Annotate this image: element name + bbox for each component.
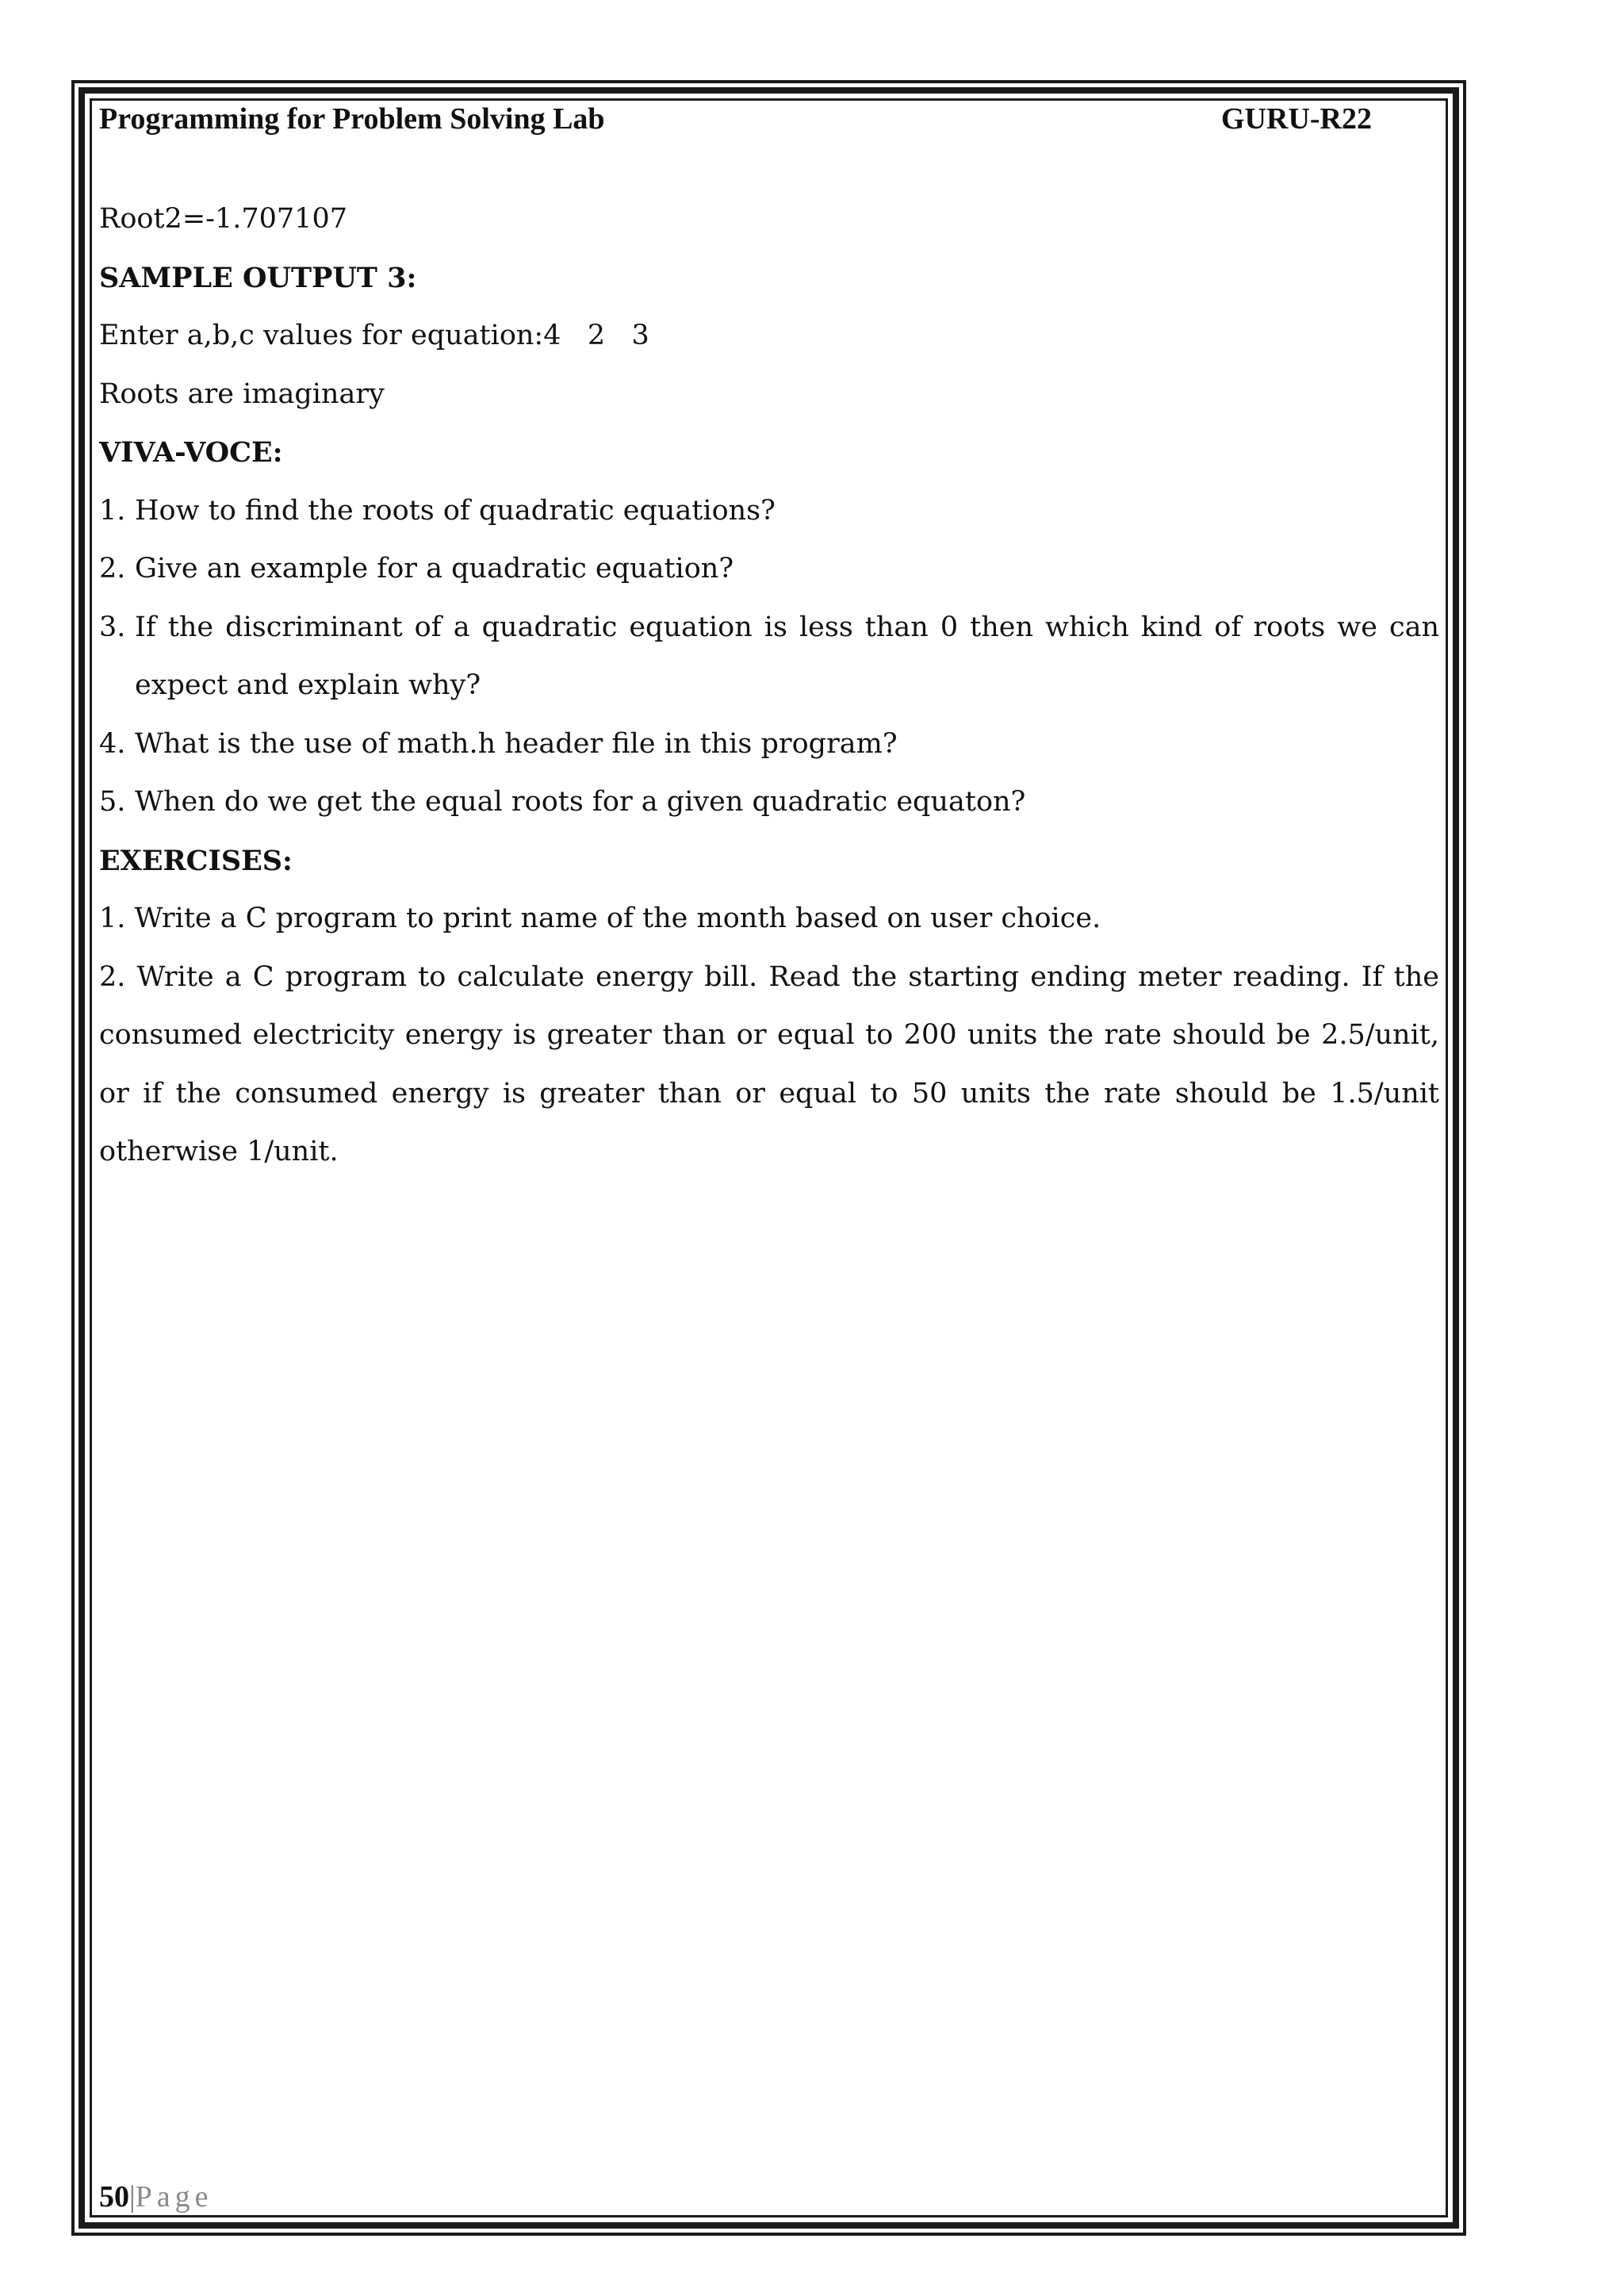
page-footer (99, 2177, 213, 2217)
page-content (99, 190, 1439, 1182)
sample-output-heading: SAMPLE OUTPUT 3: (99, 261, 417, 294)
viva-question-number: 5. (99, 786, 126, 818)
viva-question-text: If the discriminant of a quadratic equation is less than 0 then which kind of roots we can expect and explain why? (135, 611, 1439, 701)
viva-question (99, 540, 1439, 599)
viva-question-number: 1. (99, 494, 126, 527)
viva-voce-heading: VIVA-VOCE: (99, 436, 283, 469)
viva-question-text: How to find the roots of quadratic equations? (135, 494, 776, 527)
root2-output: Root2=-1.707107 (99, 203, 347, 235)
viva-question-text: Give an example for a quadratic equation? (135, 553, 734, 585)
viva-question-number: 2. (99, 553, 126, 585)
header-code: GURU-R22 (1221, 102, 1372, 136)
roots-imaginary-output: Roots are imaginary (99, 378, 385, 410)
exercises-heading: EXERCISES: (99, 844, 293, 877)
enter-values-output: Enter a,b,c values for equation:4 2 3 (99, 320, 649, 351)
viva-question-text: When do we get the equal roots for a given quadratic equaton? (135, 786, 1026, 818)
viva-question (99, 773, 1439, 832)
viva-question (99, 599, 1439, 715)
exercise-item: 1. Write a C program to print name of the month based on user choice. (99, 903, 1101, 934)
header-title: Programming for Problem Solving Lab (99, 102, 605, 136)
page-label: Page (135, 2180, 213, 2214)
viva-question (99, 715, 1439, 774)
exercise-item: 2. Write a C program to calculate energy bill. Read the starting ending meter reading. If the consumed electricity energy is greater than or equal to 200 units the rate should be 2.5/unit, or if the consumed energy is greater than or equal to 50 units the rate should be 1.5/unit otherwise 1/unit. (99, 960, 1439, 1167)
viva-question (99, 482, 1439, 541)
viva-question-number: 3. (99, 611, 126, 643)
page-number: 50 (99, 2180, 129, 2214)
viva-question-text: What is the use of math.h header file in this program? (135, 727, 898, 760)
page-separator: | (129, 2180, 136, 2214)
viva-question-number: 4. (99, 727, 126, 760)
